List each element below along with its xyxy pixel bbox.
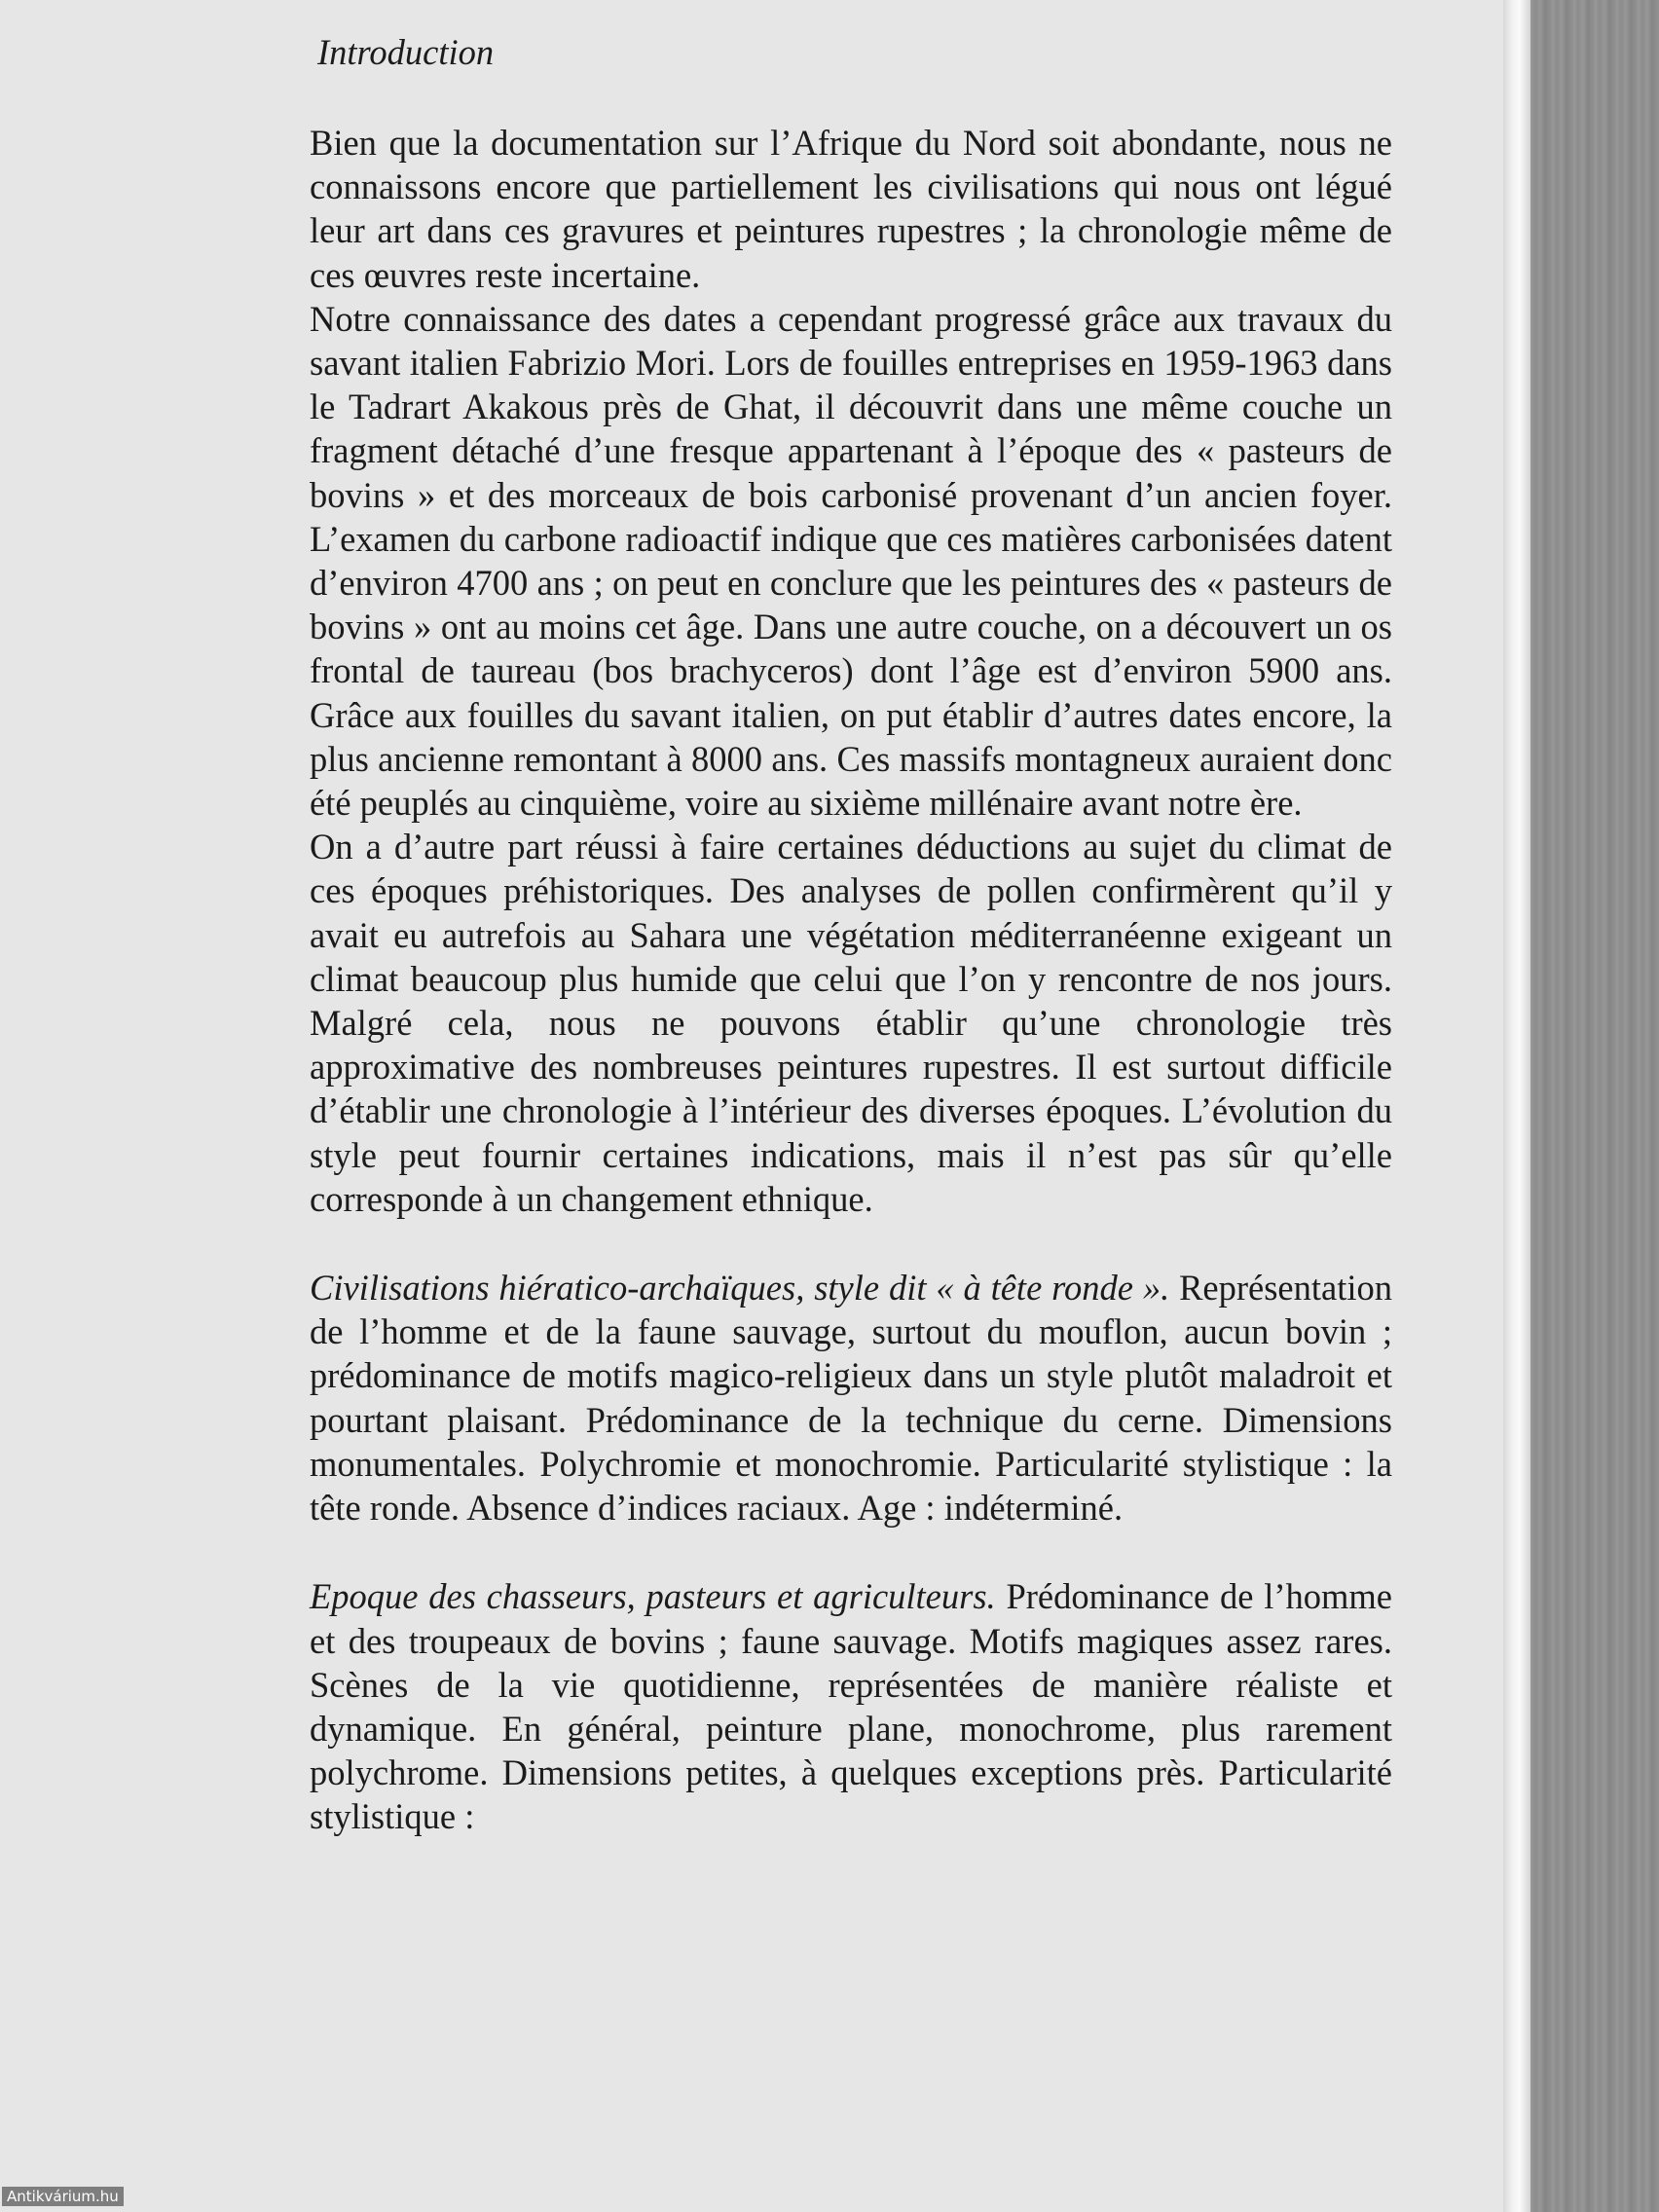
paragraph-gap (310, 1221, 1392, 1266)
intro-paragraph-1: Bien que la documentation sur l’Afrique du Nord soit abondante, nous ne connaissons encore que partiellement les civilisations qui nous ont légué leur art dans ces gravures et peintures rupestres ; la chronologie même de ces œuvres reste incertaine. (310, 123, 1392, 295)
intro-paragraph-2: Notre connaissance des dates a cependant progressé grâce aux travaux du savant italien Fabrizio Mori. Lors de fouilles entreprises en 1959-1963 dans le Tadrart Akakous près de Ghat, il découvrit dans une même couche un fragment détaché d’une fresque appartenant à l’époque des « pasteurs de bovins » et des morceaux de bois carbonisé provenant d’un ancien foyer. L’examen du carbone radioactif indique que ces matières carbonisées datent d’environ 4700 ans ; on peut en conclure que les peintures des « pasteurs de bovins » ont au moins cet âge. Dans une autre couche, on a découvert un os frontal de taureau (bos brachyceros) dont l’âge est d’environ 5900 ans. Grâce aux fouilles du savant italien, on put établir d’autres dates encore, la plus ancienne remontant à 8000 ans. Ces massifs montagneux auraient donc été peuplés au cinquième, voire au sixième millénaire avant notre ère. (310, 298, 1392, 824)
watermark: Antikvárium.hu (2, 2187, 124, 2206)
section-hieratic (310, 1266, 1392, 1530)
page-heading: Introduction (317, 32, 495, 72)
section-hunters-body: Prédominance de l’homme et des troupeaux de bovins ; faune sauvage. Motifs magiques assez rares. Scènes de la vie quotidienne, représentées de manière réaliste et dynamique. En général, peinture plane, monochrome, plus rarement polychrome. Dimensions petites, à quelques exceptions près. Particularité stylistique : (310, 1576, 1392, 1837)
section-hieratic-title: Civilisations hiératico-archaïques, style dit « à tête ronde ». (310, 1268, 1170, 1309)
wood-background (1530, 0, 1659, 2212)
paragraph-gap (310, 1530, 1392, 1574)
intro-paragraph-3: On a d’autre part réussi à faire certaines déductions au sujet du climat de ces époques préhistoriques. Des analyses de pollen confirmèrent qu’il y avait eu autrefois au Sahara une végétation méditerranéenne exigeant un climat beaucoup plus humide que celui que l’on y rencontre de nos jours. Malgré cela, nous ne pouvons établir qu’une chronologie très approximative des nombreuses peintures rupestres. Il est surtout difficile d’établir une chronologie à l’intérieur des diverses époques. L’évolution du style peut fournir certaines indications, mais il n’est pas sûr qu’elle corresponde à un changement ethnique. (310, 827, 1392, 1219)
page-edge (1503, 0, 1530, 2212)
page-text (310, 27, 1392, 1839)
section-hieratic-body: Représentation de l’homme et de la faune sauvage, surtout du mouflon, aucun bovin ; prédominance de motifs magico-religieux dans un style plutôt maladroit et pourtant plaisant. Prédominance de la technique du cerne. Dimensions monumentales. Polychromie et monochromie. Particularité stylistique : la tête ronde. Absence d’indices raciaux. Age : indéterminé. (310, 1268, 1393, 1529)
section-hunters (310, 1574, 1392, 1838)
section-hunters-title: Epoque des chasseurs, pasteurs et agriculteurs. (310, 1576, 996, 1617)
